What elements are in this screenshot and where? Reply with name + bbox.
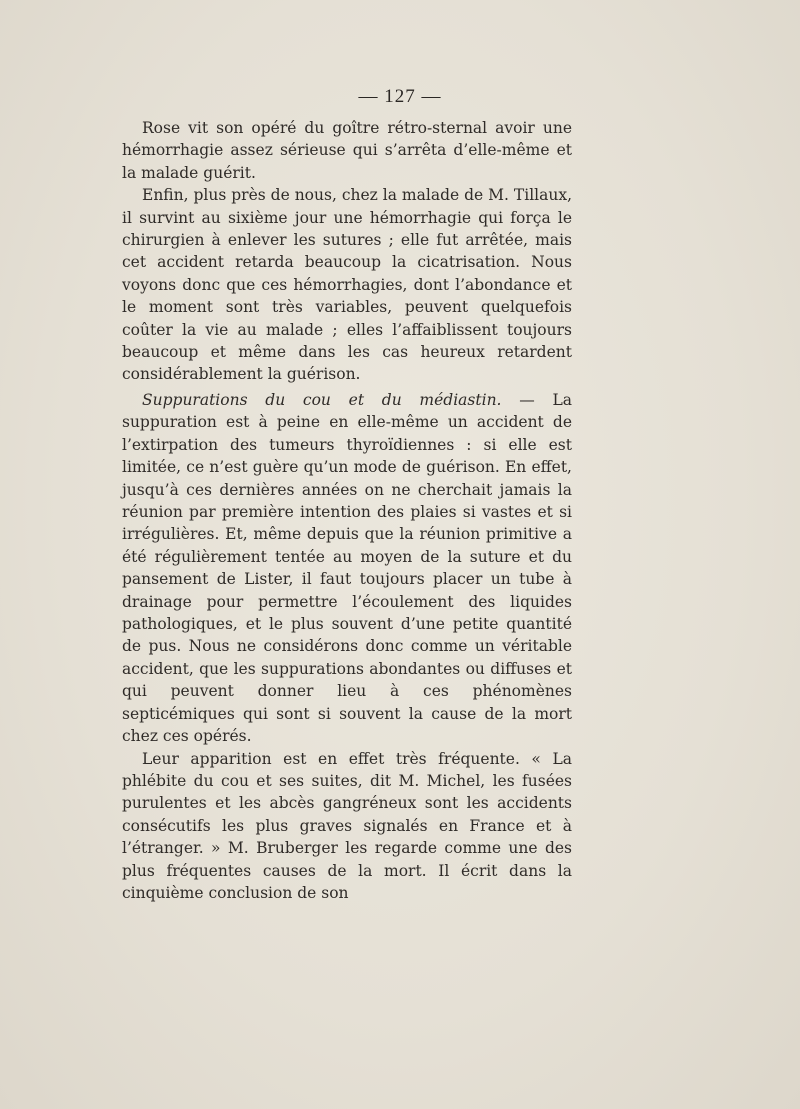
paragraph-tillaux: Enfin, plus près de nous, chez la malade de M. Tillaux, il survint au sixième jour une hémorrhagie qui força le chirurgien à enlever les sutures ; elle fut arrêtée, mais cet accident retarda beaucoup la cicatrisation. Nous voyons donc que ces hémorrhagies, dont l’abondance et le moment sont très variables, peuvent quelquefois coûter la vie au malade ; elles l’affaiblissent toujours beaucoup et même dans les cas heureux retardent considérablement la guérison.: [122, 186, 572, 384]
paragraph-rose: Rose vit son opéré du goître rétro-sternal avoir une hémorrhagie assez sérieuse qui s’arrêta d’elle-même et la malade guérit.: [122, 119, 572, 182]
page-number: — 127 —: [358, 86, 442, 107]
text-block-suppurations: [122, 389, 572, 904]
section-intro-text: — La suppuration est à peine en elle-même un accident de l’extirpation des tumeurs thyroïdiennes : si elle est limitée, ce n’est guère qu’un mode de guérison. En effet, jusqu’à ces dernières années on ne cherchait jamais la réunion par première intention des plaies si vastes et si irrégulières. Et, même depuis que la réunion primitive a été régulièrement tentée au moyen de la suture et du pansement de Lister, il faut toujours placer un tube à drainage pour permettre l’écoulement des liquides pathologiques, et le plus souvent d’une petite quantité de pus. Nous ne considérons donc comme un véritable accident, que les suppurations abondantes ou diffuses et qui peuvent donner lieu à ces phénomènes septicémiques qui sont si souvent la cause de la mort chez ces opérés.: [122, 391, 572, 746]
paragraph-suppurations: [122, 389, 572, 748]
section-heading: Suppurations du cou et du médiastin.: [142, 391, 502, 409]
paragraph-apparition: Leur apparition est en effet très fréquente. « La phlébite du cou et ses suites, dit M. Michel, les fusées purulentes et les abcès gangréneux sont les accidents consécutifs les plus graves signalés en France et à l’étranger. » M. Bruberger les regarde comme une des plus fréquentes causes de la mort. Il écrit dans la cinquième conclusion de son: [122, 749, 572, 902]
text-block-hemorrhage: [122, 117, 572, 386]
